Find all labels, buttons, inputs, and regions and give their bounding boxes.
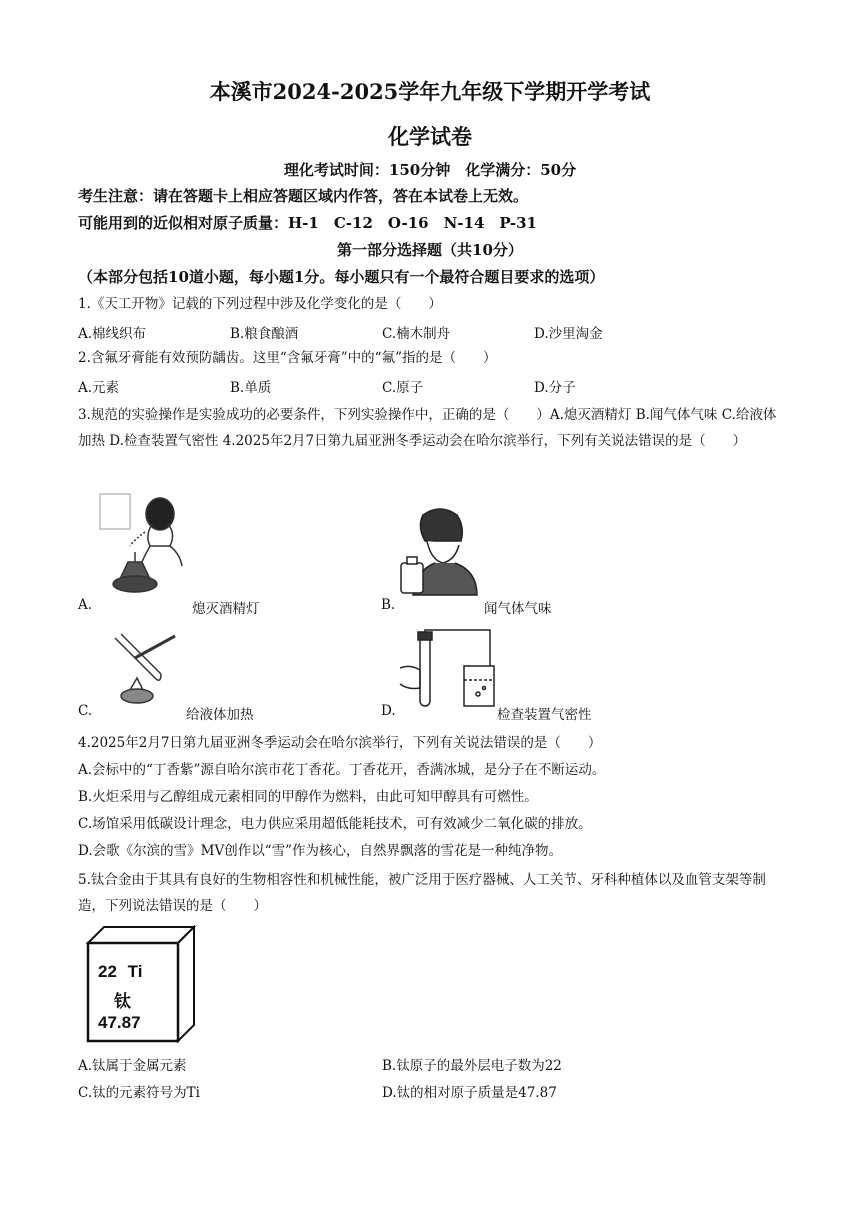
q2-option-c: C.原子 xyxy=(382,380,424,396)
question-2-stem: 2.含氟牙膏能有效预防龋齿。这里“含氟牙膏”中的“氟”指的是（ ） xyxy=(78,350,497,366)
question-3-stem: 3.规范的实验操作是实验成功的必要条件，下列实验操作中，正确的是（ ）A.熄灭酒精灯 B.闻气体气味 C.给液体加热 D.检查装置气密性 4.2025年2月7日第九届亚洲冬季运动会在哈尔滨举行，下列有关说法错误的是（ ） xyxy=(78,407,777,449)
element-name: 钛 xyxy=(114,992,131,1012)
question-5-stem: 5.钛合金由于其具有良好的生物相容性和机械性能，被广泛用于医疗器械、人工关节、牙科种植体以及血管支架等制造，下列说法错误的是（ ） xyxy=(78,872,766,914)
q4-option-b: B.火炬采用与乙醇组成元素相同的甲醇作为燃料，由此可知甲醇具有可燃性。 xyxy=(78,789,538,805)
notice: 考生注意：请在答题卡上相应答题区域内作答，答在本试卷上无效。 xyxy=(78,187,529,205)
q4-option-c: C.场馆采用低碳设计理念，电力供应采用超低能耗技术，可有效减少二氧化碳的排放。 xyxy=(78,816,592,832)
q4-option-d: D.会歌《尔滨的雪》MV创作以“雪”作为核心，自然界飘落的雪花是一种纯净物。 xyxy=(78,843,563,859)
q1-option-d: D.沙里淘金 xyxy=(534,326,603,342)
q1-option-b: B.粮食酿酒 xyxy=(230,326,299,342)
q4-option-a: A.会标中的“丁香紫”源自哈尔滨市花丁香花。丁香花开，香满冰城，是分子在不断运动。 xyxy=(78,762,606,778)
element-card-titanium xyxy=(86,925,196,1045)
fig-a-caption: 熄灭酒精灯 xyxy=(192,601,260,617)
q2-option-d: D.分子 xyxy=(534,380,576,396)
q5-option-b: B.钛原子的最外层电子数为22 xyxy=(382,1058,562,1074)
element-symbol: Ti xyxy=(127,962,143,981)
figure-heat-liquid xyxy=(95,628,185,713)
q2-option-a: A.元素 xyxy=(78,380,120,396)
fig-a-letter: A. xyxy=(78,597,93,613)
fig-b-caption: 闻气体气味 xyxy=(484,601,552,617)
element-number: 22 xyxy=(98,962,117,981)
q2-option-b: B.单质 xyxy=(230,380,272,396)
fig-d-letter: D. xyxy=(381,703,396,719)
exam-title: 本溪市2024-2025学年九年级下学期开学考试 xyxy=(209,79,651,104)
fig-b-letter: B. xyxy=(381,597,396,613)
q5-option-c: C.钛的元素符号为Ti xyxy=(78,1085,200,1101)
atomic-masses: 可能用到的近似相对原子质量：H-1 C-12 O-16 N-14 P-31 xyxy=(78,214,537,232)
q1-option-a: A.棉线织布 xyxy=(78,326,147,342)
element-mass: 47.87 xyxy=(98,1013,141,1032)
fig-c-letter: C. xyxy=(78,703,93,719)
q5-option-d: D.钛的相对原子质量是47.87 xyxy=(382,1085,557,1101)
section-instructions: （本部分包括10道小题，每小题1分。每小题只有一个最符合题目要求的选项） xyxy=(78,268,605,286)
exam-subtitle: 化学试卷 xyxy=(388,124,472,149)
question-1-stem: 1.《天工开物》记载的下列过程中涉及化学变化的是（ ） xyxy=(78,296,442,312)
section-title: 第一部分选择题（共10分） xyxy=(337,241,523,259)
figure-blow-lamp xyxy=(90,484,200,609)
q1-option-c: C.楠木制舟 xyxy=(382,326,451,342)
q5-option-a: A.钛属于金属元素 xyxy=(78,1058,187,1074)
fig-c-caption: 给液体加热 xyxy=(186,707,254,723)
figure-check-airtight xyxy=(398,628,498,713)
question-4-stem: 4.2025年2月7日第九届亚洲冬季运动会在哈尔滨举行，下列有关说法错误的是（ ） xyxy=(78,735,602,751)
time-info: 理化考试时间：150分钟 化学满分：50分 xyxy=(283,161,577,179)
figure-smell-gas xyxy=(395,505,485,605)
fig-d-caption: 检查装置气密性 xyxy=(497,707,592,723)
